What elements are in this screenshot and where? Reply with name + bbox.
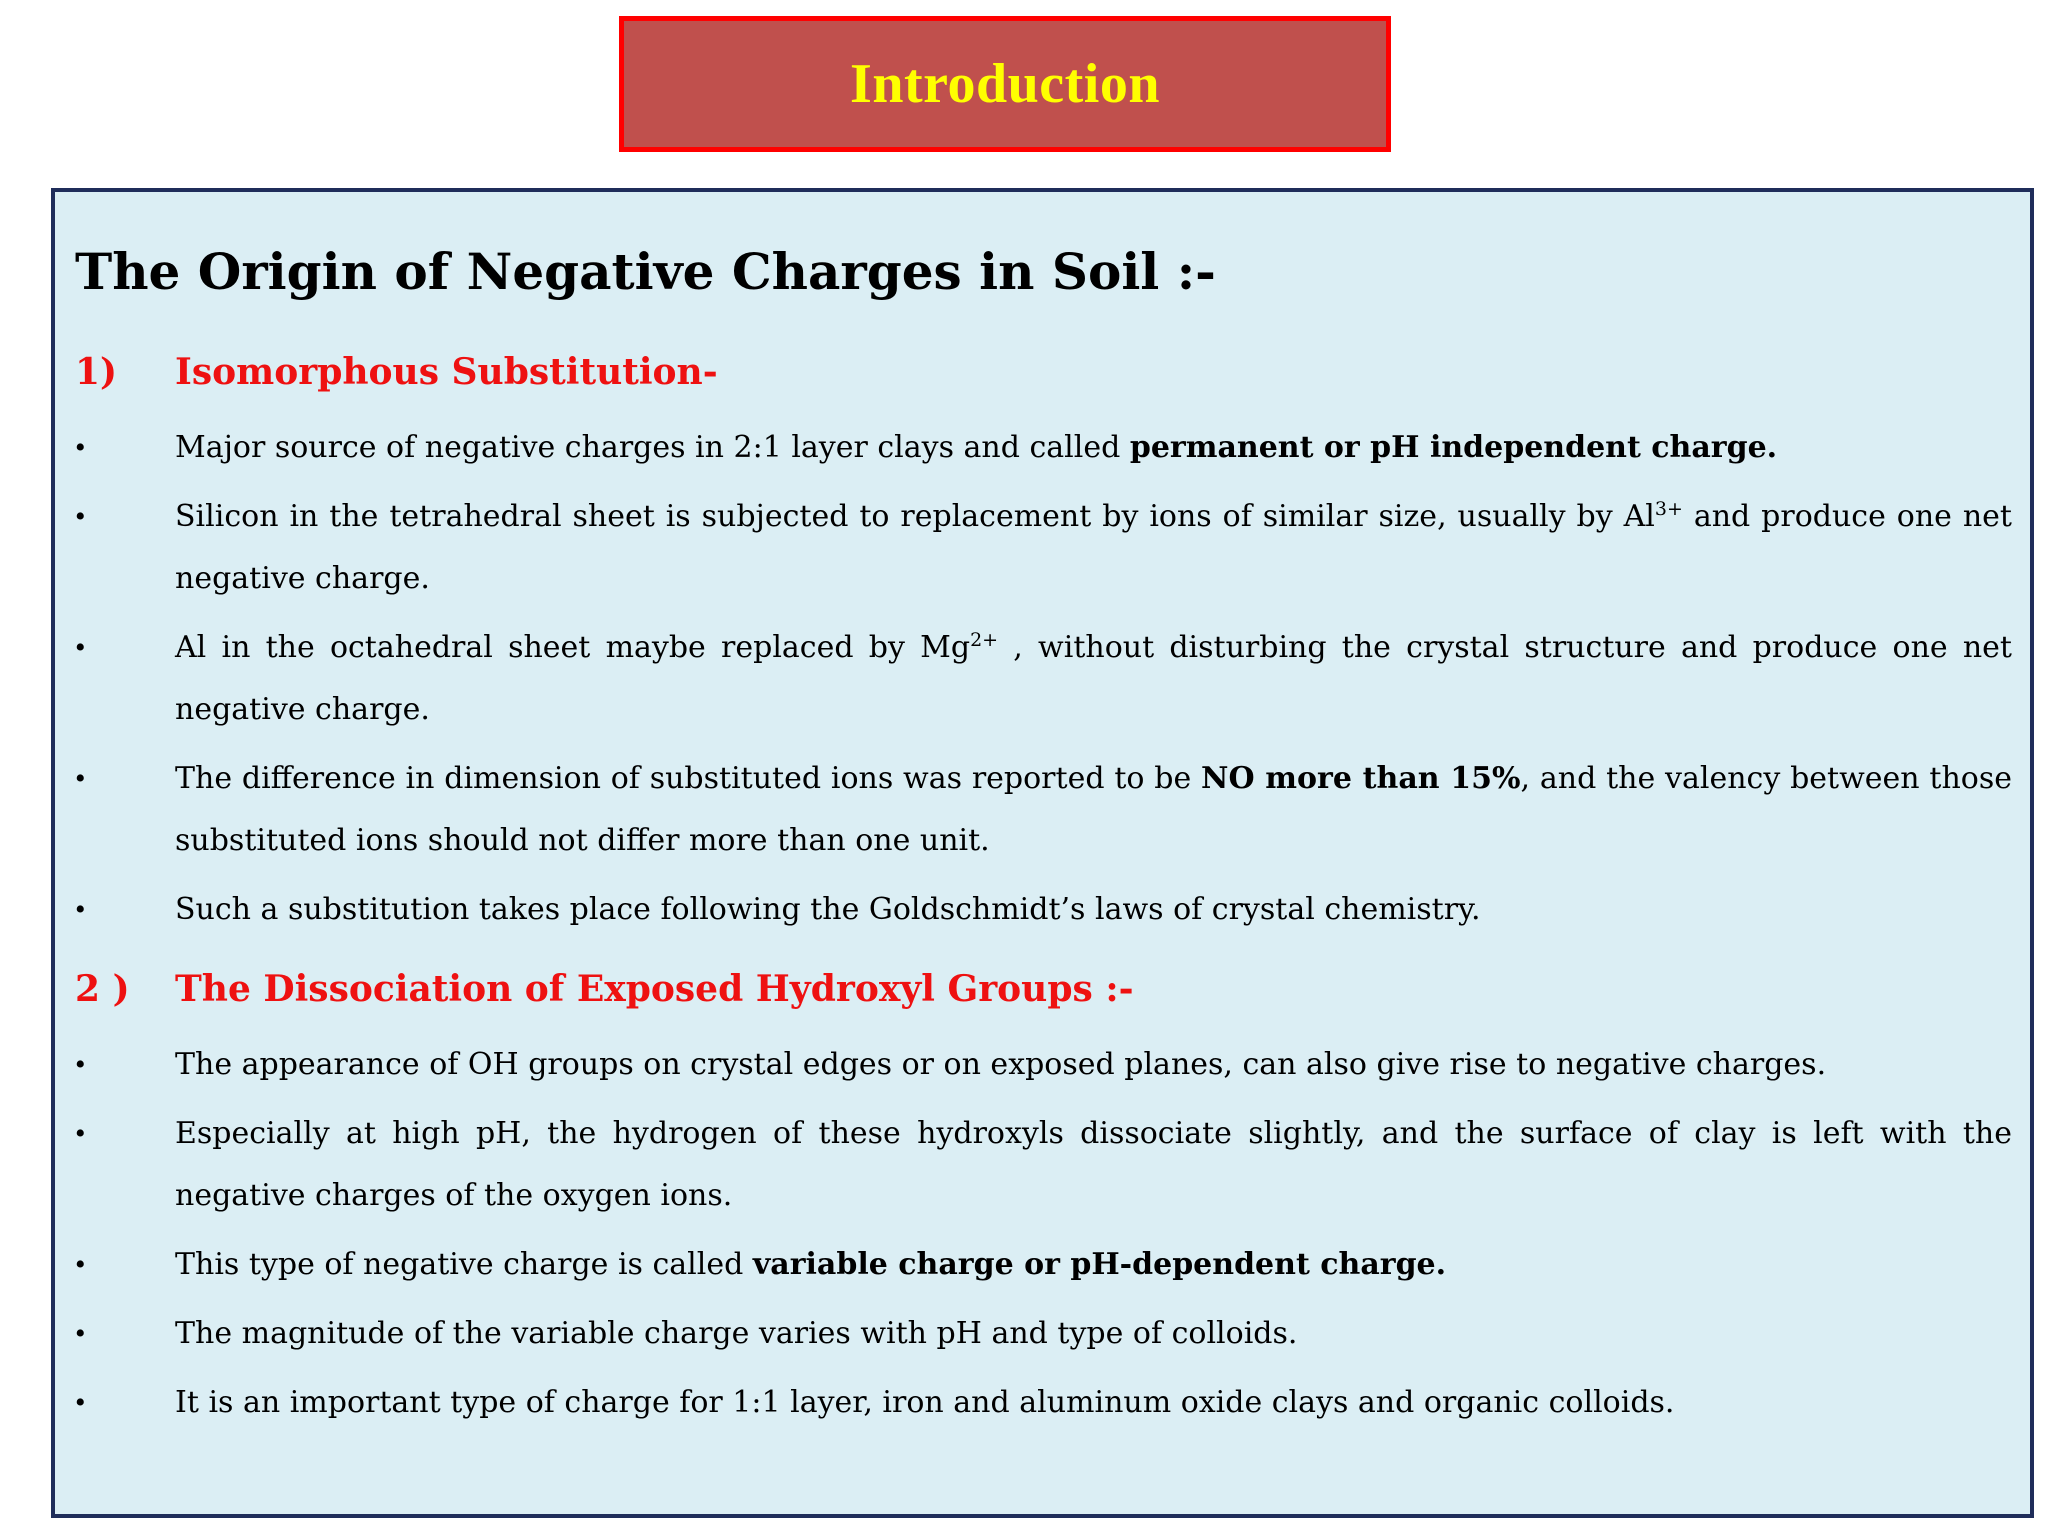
bold-term: NO more than 15%: [1201, 761, 1521, 796]
slide-title: Introduction: [850, 53, 1160, 115]
bullet-icon: •: [75, 1048, 86, 1081]
superscript: 3+: [1654, 498, 1683, 520]
bullet-icon: •: [75, 1386, 86, 1419]
list-item: [75, 748, 2012, 872]
bullet-text: Silicon in the tetrahedral sheet is subjected to replacement by ions of similar size, usually by $Al^{3+}$ and produce one net negative charge.: [175, 498, 2012, 596]
section-1-number: 1): [75, 351, 118, 393]
section-2-title: The Dissociation of Exposed Hydroxyl Groups :-: [175, 968, 1134, 1010]
bullet-icon: •: [75, 1317, 86, 1350]
list-item: [75, 417, 2012, 479]
list-item: [75, 1303, 2012, 1365]
section-1-title: Isomorphous Substitution-: [175, 351, 718, 393]
list-item: [75, 1103, 2012, 1227]
bullet-text: The difference in dimension of substituted ions was reported to be NO more than 15%, and the valency between those substituted ions should not differ more than one unit.: [175, 761, 2013, 858]
list-item: [75, 617, 2012, 741]
bullet-text: Such a substitution takes place following the Goldschmidt’s laws of crystal chemistry.: [175, 892, 1481, 927]
bullet-icon: •: [75, 1248, 86, 1281]
bullet-text: Al in the octahedral sheet maybe replaced by $Mg^{2+}$ , without disturbing the crystal structure and produce one net negative charge.: [175, 629, 2012, 727]
superscript: 2+: [970, 629, 999, 651]
list-item: [75, 1034, 2012, 1096]
bullet-icon: •: [75, 631, 86, 664]
bullet-icon: •: [75, 762, 86, 795]
bullet-icon: •: [75, 893, 86, 926]
content-panel: [51, 188, 2034, 1518]
bullet-text: The magnitude of the variable charge varies with pH and type of colloids.: [175, 1316, 1298, 1351]
section-1-heading: [75, 351, 718, 393]
list-item: [75, 486, 2012, 610]
bullet-text: Especially at high pH, the hydrogen of these hydroxyls dissociate slightly, and the surface of clay is left with the negative charges of the oxygen ions.: [175, 1116, 2012, 1213]
bullet-icon: •: [75, 500, 86, 533]
bullet-text: This type of negative charge is called variable charge or pH-dependent charge.: [175, 1247, 1447, 1282]
bullet-icon: •: [75, 431, 86, 464]
section-2-heading: [75, 968, 1134, 1010]
list-item: [75, 1234, 2012, 1296]
bullet-icon: •: [75, 1117, 86, 1150]
bullet-text: The appearance of OH groups on crystal edges or on exposed planes, can also give rise to negative charges.: [175, 1047, 1827, 1082]
bold-term: variable charge or pH-dependent charge.: [752, 1247, 1447, 1282]
bold-term: permanent or pH independent charge.: [1129, 430, 1778, 465]
bullet-text: Major source of negative charges in 2:1 layer clays and called permanent or pH independent charge.: [175, 430, 1778, 465]
list-item: [75, 1372, 2012, 1434]
title-banner: [619, 16, 1391, 152]
bullet-text: It is an important type of charge for 1:1 layer, iron and aluminum oxide clays and organic colloids.: [175, 1385, 1675, 1420]
list-item: [75, 879, 2012, 941]
section-2-number: 2 ): [75, 968, 130, 1010]
main-heading: The Origin of Negative Charges in Soil :-: [75, 242, 1216, 301]
